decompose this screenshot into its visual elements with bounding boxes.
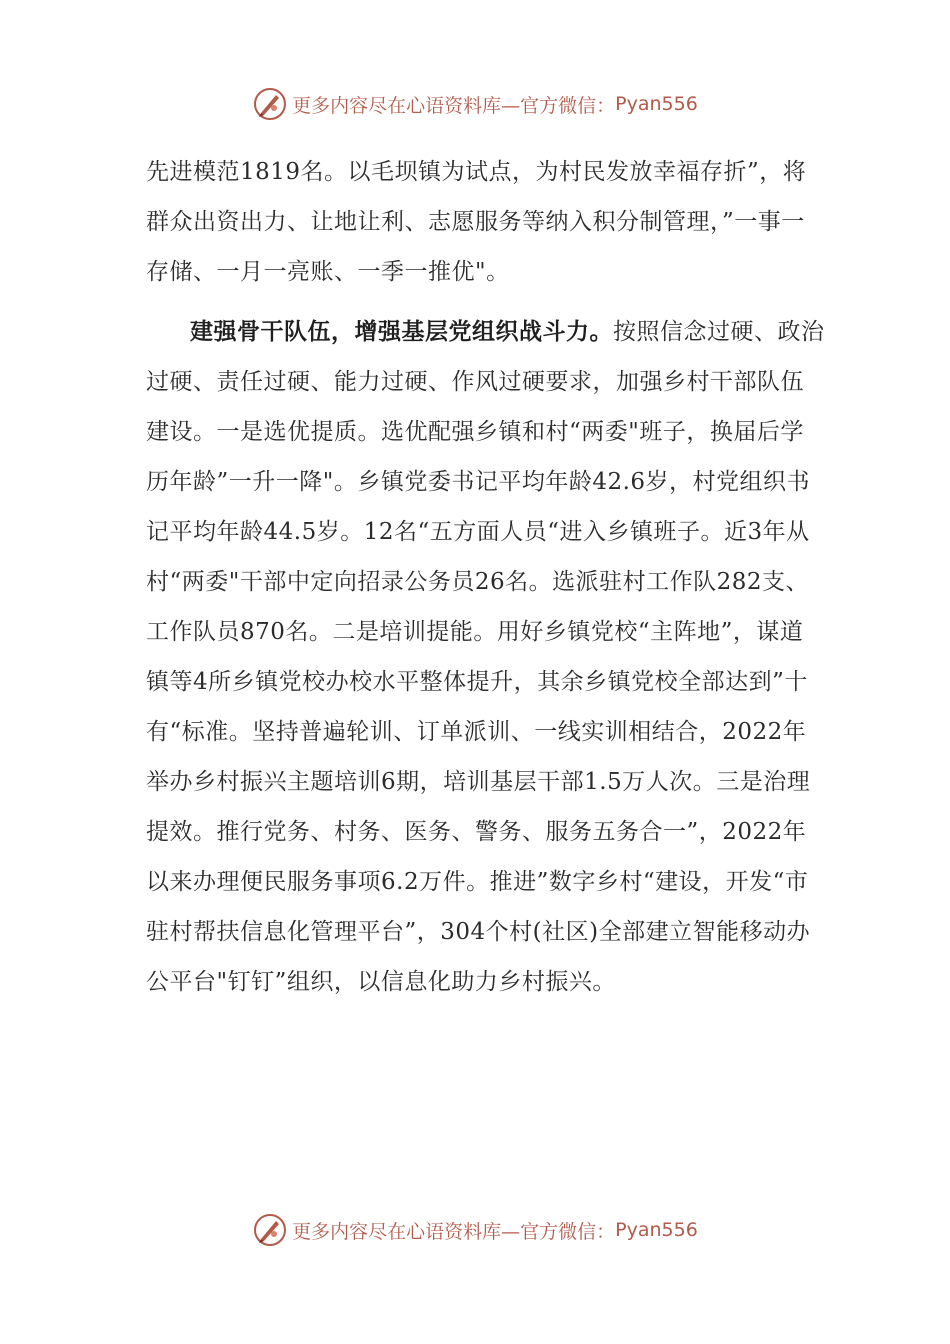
pen-logo-icon <box>252 1212 288 1248</box>
header-banner <box>0 84 950 124</box>
footer-wechat-id: Pyan556 <box>615 1219 698 1241</box>
pen-logo-icon <box>252 86 288 122</box>
paragraph-2 <box>146 307 826 1007</box>
document-body <box>146 147 826 1007</box>
footer-banner <box>0 1210 950 1250</box>
paragraph-1-body: 先进模范1819名。以毛坝镇为试点，为村民发放幸福存折”，将群众出资出力、让地让利、志愿服务等纳入积分制管理，”一事一存储、一月一亮账、一季一推优"。 <box>146 159 807 285</box>
paragraph-2-body: 按照信念过硬、政治过硬、责任过硬、能力过硬、作风过硬要求，加强乡村干部队伍建设。一是选优提质。选优配强乡镇和村“两委"班子，换届后学历年龄”一升一降"。乡镇党委书记平均年龄42.6岁，村党组织书记平均年龄44.5岁。12名“五方面人员“进入乡镇班子。近3年从村“两委"干部中定向招录公务员26名。选派驻村工作队282支、工作队员870名。二是培训提能。用好乡镇党校“主阵地”，谋道镇等4所乡镇党校办校水平整体提升，其余乡镇党校全部达到”十有“标准。坚持普遍轮训、订单派训、一线实训相结合，2022年举办乡村振兴主题培训6期，培训基层干部1.5万人次。三是治理提效。推行党务、村务、医务、警务、服务五务合一”，2022年以来办理便民服务事项6.2万件。推进”数字乡村“建设，开发“市驻村帮扶信息化管理平台”，304个村(社区)全部建立智能移动办公平台"钉钉”组织，以信息化助力乡村振兴。 <box>146 319 825 995</box>
header-wechat-id: Pyan556 <box>615 93 698 115</box>
paragraph-2-heading: 建强骨干队伍，增强基层党组织战斗力。 <box>190 318 613 345</box>
paragraph-1 <box>146 147 826 297</box>
header-banner-text: 更多内容尽在心语资料库—官方微信： <box>292 94 616 117</box>
footer-banner-text: 更多内容尽在心语资料库—官方微信： <box>292 1220 616 1243</box>
